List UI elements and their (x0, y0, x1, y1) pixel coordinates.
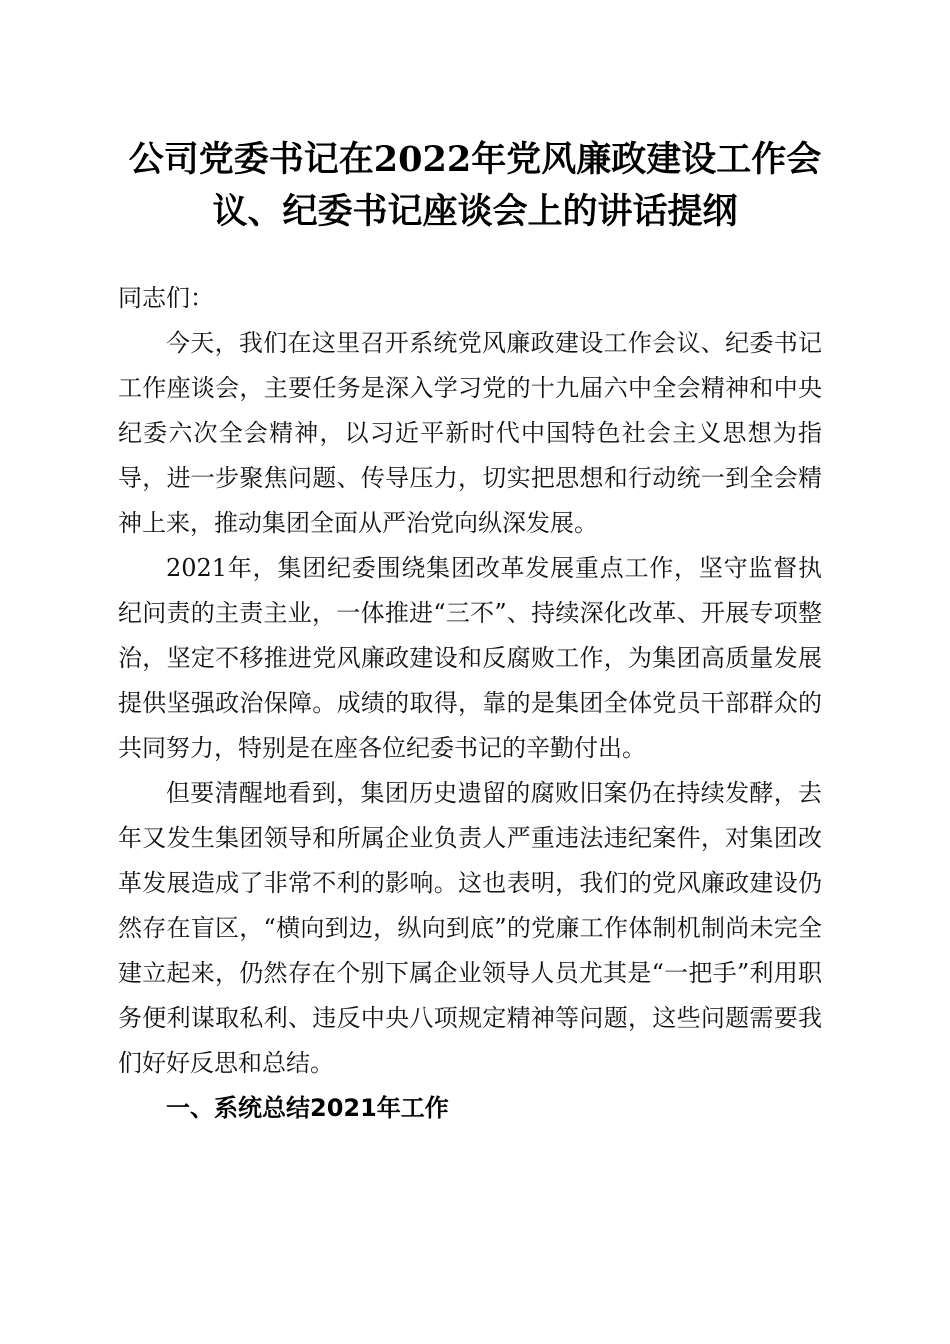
document-title: 公司党委书记在2022年党风廉政建设工作会议、纪委书记座谈会上的讲话提纲 (128, 139, 822, 232)
salutation: 同志们： (118, 284, 214, 312)
section-heading-one: 一、系统总结2021年工作 (166, 1094, 449, 1122)
document-body (118, 276, 822, 1131)
paragraph-opening: 今天，我们在这里召开系统党风廉政建设工作会议、纪委书记工作座谈会，主要任务是深入学习党的十九届六中全会精神和中央纪委六次全会精神，以习近平新时代中国特色社会主义思想为指导，进一步聚焦问题、传导压力，切实把思想和行动统一到全会精神上来，推动集团全面从严治党向纵深发展。 (118, 329, 822, 537)
paragraph-2021-review: 2021年，集团纪委围绕集团改革发展重点工作，坚守监督执纪问责的主责主业，一体推进“三不”、持续深化改革、开展专项整治，坚定不移推进党风廉政建设和反腐败工作，为集团高质量发展提供坚强政治保障。成绩的取得，靠的是集团全体党员干部群众的共同努力，特别是在座各位纪委书记的辛勤付出。 (118, 554, 822, 762)
paragraph-problems: 但要清醒地看到，集团历史遗留的腐败旧案仍在持续发酵，去年又发生集团领导和所属企业负责人严重违法违纪案件，对集团改革发展造成了非常不利的影响。这也表明，我们的党风廉政建设仍然存在盲区，“横向到边，纵向到底”的党廉工作体制机制尚未完全建立起来，仍然存在个别下属企业领导人员尤其是“一把手”利用职务便利谋取私利、违反中央八项规定精神等问题，这些问题需要我们好好反思和总结。 (118, 779, 822, 1077)
